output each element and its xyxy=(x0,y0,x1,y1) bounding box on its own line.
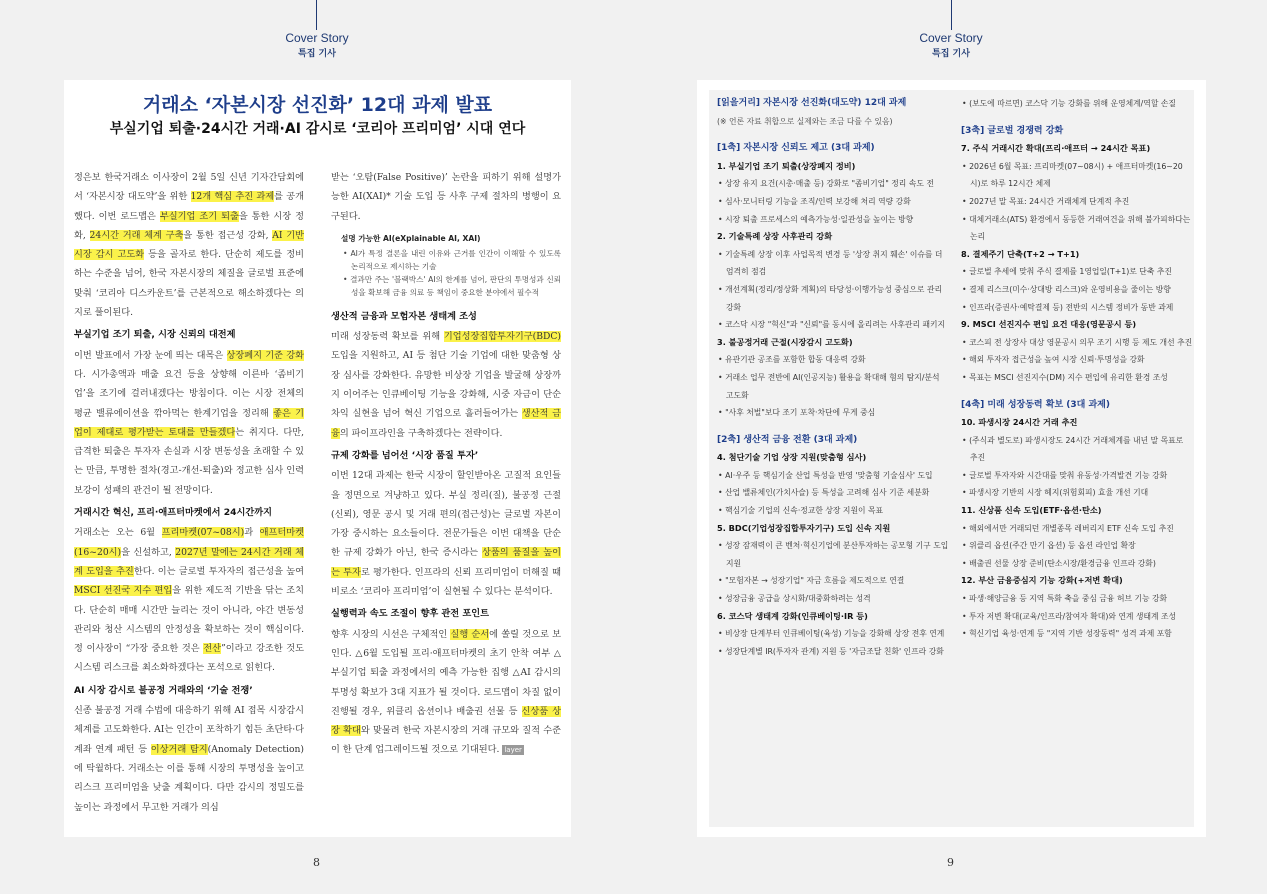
task-bullet: • (보도에 따르면) 코스닥 기능 강화를 위해 운영체계/역할 손질 xyxy=(962,99,1176,108)
task-bullet: • "모험자본 → 성장기업" 자금 흐름을 제도적으로 연결 xyxy=(718,576,905,586)
section-title: [4축] 미래 성장동력 확보 (3대 과제) xyxy=(961,399,1110,410)
section-block-1 xyxy=(717,140,949,422)
header-en-left: Cover Story xyxy=(285,31,349,45)
sidebar-note: (※ 언론 자료 취합으로 실제와는 조금 다를 수 있음) xyxy=(717,116,893,126)
task-bullet: • 배출권 선물 상장 준비(탄소시장/환경금융 인프라 강화) xyxy=(962,558,1156,568)
task-bullet: • 성장단계별 IR(투자자 관계) 지원 등 '자금조달 친화' 인프라 강화 xyxy=(718,646,944,656)
task-bullet: • 코스닥 시장 "혁신"과 "신뢰"를 동시에 올리려는 사후관리 패키지 xyxy=(718,320,946,330)
task-bullet: • 성장금융 공급을 상시화/대중화하려는 성격 xyxy=(718,594,871,604)
task-title: 11. 신상품 신속 도입(ETF·옵션·탄소) xyxy=(961,505,1102,516)
task-bullet: • "사후 처벌"보다 조기 포착·차단에 무게 중심 xyxy=(718,408,876,418)
task-bullet: • 글로벌 추세에 맞춰 주식 결제를 1영업일(T+1)로 단축 추진 xyxy=(962,267,1172,277)
article-title: 거래소 ‘자본시장 선진화’ 12대 과제 발표 xyxy=(142,94,493,116)
article-column-2 xyxy=(331,168,561,760)
task-bullet: • 핵심기술 기업의 신속·정교한 상장 지원이 목표 xyxy=(718,506,884,516)
task-title: 7. 주식 거래시간 확대(프리·애프터 → 24시간 목표) xyxy=(961,143,1151,154)
paragraph: 거래소는 오는 6월 프리마켓(07~08시)과 애프터마켓(16~20시)을 신설하고, 2027년 말에는 24시간 거래 체계 도입을 추진한다. 이는 글로벌 투자자의 접근성을 높여 MSCI 선진국 지수 편입을 위한 제도적 기반을 닦는 조치다. 단순히 매매 시간만 늘리는 것이 아니라, 야간 변동성 관리와 청산 시스템의 안정성을 확보하는 것이 핵심이다. 정 이사장이 “가장 중요한 것은 전산”이라고 강조한 것도 시스템 리스크를 최소화하겠다는 포석으로 읽힌다. xyxy=(74,527,305,674)
footnote-box xyxy=(341,232,561,299)
task-bullet: • 비상장 단계부터 인큐베이팅(육성) 기능을 강화해 상장 전후 연계 xyxy=(718,629,945,639)
task-bullet: • 혁신기업 육성·연계 등 "지역 기반 성장동력" 성격 과제 포함 xyxy=(962,629,1172,639)
task-title: 5. BDC(기업성장집합투자기구) 도입 신속 지원 xyxy=(717,522,891,533)
section-block-3 xyxy=(961,123,1193,387)
footnote-item: • 결과만 주는 '블랙박스' AI의 한계를 넘어, 판단의 투명성과 신뢰성을 확보해 금융 의료 등 책임이 중요한 분야에서 필수적 xyxy=(343,274,561,297)
section-block-2 xyxy=(717,432,949,661)
paragraph: 이번 12대 과제는 한국 시장이 할인받아온 고질적 요인들을 정면으로 겨냥하고 있다. 부실 정리(질), 불공정 근절(신뢰), 영문 공시 및 거래 편의(접근성)는 글로벌 자본이 가장 중시하는 요소들이다. 전문가들은 이번 대책을 단순한 규제 강화가 아닌, 한국 증시라는 상품의 품질을 높이는 투자로 평가한다. 인프라의 신뢰 프리미엄이 더해질 때 비로소 ‘코리아 프리미엄’이 실현될 수 있다는 분석이다. xyxy=(331,470,562,598)
task-bullet: • 2026년 6월 목표: 프리마켓(07~08시) + 애프터마켓(16~20시)로 하루 12시간 체제 xyxy=(962,161,1183,189)
task-title: 2. 기술특례 상장 사후관리 강화 xyxy=(717,231,833,242)
task-bullet: • 산업 밸류체인(가치사슬) 등 특성을 고려해 심사 기준 세분화 xyxy=(718,488,930,498)
task-bullet: • 해외에서만 거래되던 개별종목 레버리지 ETF 신속 도입 추진 xyxy=(962,523,1174,533)
sidebar-column-1 xyxy=(717,95,949,660)
section-heading: AI 시장 감시로 불공정 거래와의 ‘기술 전쟁’ xyxy=(74,684,253,696)
paragraph: 향후 시장의 시선은 구체적인 실행 순서에 쏠릴 것으로 보인다. △6월 도입될 프리·애프터마켓의 초기 안착 여부 △부실기업 퇴출 과정에서의 예측 가능한 집행 △AI 감시의 투명성 확보가 3대 지표가 될 것이다. 로드맵이 차질 없이 진행될 경우, 위클리 옵션이나 배출권 선물 등 신상품 상장 확대와 맞물려 한국 자본시장의 거래 규모와 질적 수준이 한 단계 업그레이드될 것으로 기대된다. layer xyxy=(331,628,561,756)
task-bullet: • 대체거래소(ATS) 환경에서 동등한 거래여건을 위해 불가피하다는 논리 xyxy=(962,214,1191,242)
footnote-item: • AI가 특정 결론을 내린 이유와 근거를 인간이 이해할 수 있도록 논리적으로 제시하는 기술 xyxy=(343,248,561,271)
task-title: 1. 부실기업 조기 퇴출(상장폐지 정비) xyxy=(717,160,856,171)
task-bullet: • 시장 퇴출 프로세스의 예측가능성·일관성을 높이는 방향 xyxy=(718,214,914,224)
article-column-1 xyxy=(74,168,304,817)
sidebar-column-2 xyxy=(961,95,1193,643)
header-rule-right xyxy=(951,0,952,30)
paragraph: 받는 ‘오탐(False Positive)’ 논란을 피하기 위해 설명가능한 AI(XAI)* 기술 도입 등 사후 구제 절차의 병행이 요구된다. xyxy=(331,172,561,222)
task-title: 3. 불공정거래 근절(시장감시 고도화) xyxy=(717,336,853,347)
page-number-right: 9 xyxy=(947,856,954,869)
header-ko-left: 특집 기사 xyxy=(298,49,336,59)
paragraph: 정은보 한국거래소 이사장이 2월 5일 신년 기자간담회에서 ‘자본시장 대도약’을 위한 12개 핵심 추진 과제를 공개했다. 이번 로드맵은 부실기업 조기 퇴출을 통한 시장 정화, 24시간 거래 체계 구축을 통한 접근성 강화, AI 기반 시장 감시 고도화 등을 골자로 한다. 단순히 제도를 정비하는 수준을 넘어, 한국 자본시장의 체질을 글로벌 표준에 맞춰 ‘코리아 디스카운트’를 근본적으로 해소하겠다는 의지로 풀이된다. xyxy=(74,172,305,319)
footnote-title: 설명 가능한 AI(eXplainable AI, XAI) xyxy=(341,233,481,243)
header-ko-right: 특집 기사 xyxy=(932,49,970,59)
task-bullet: • 2027년 말 목표: 24시간 거래체계 단계적 추진 xyxy=(962,196,1130,206)
header-en-right: Cover Story xyxy=(919,31,983,45)
task-bullet: • 코스피 전 상장사 대상 영문공시 의무 조기 시행 등 제도 개선 추진 xyxy=(962,337,1193,347)
task-title: 9. MSCI 선진지수 편입 요건 대응(영문공시 등) xyxy=(961,319,1137,330)
right-page xyxy=(697,80,1206,837)
section-block-4 xyxy=(961,397,1193,643)
task-bullet: • 위클리 옵션(주간 만기 옵션) 등 옵션 라인업 확장 xyxy=(962,541,1136,551)
section-title: [3축] 글로벌 경쟁력 강화 xyxy=(961,125,1064,136)
header-rule-left xyxy=(316,0,317,30)
task-bullet: • 기술특례 상장 이후 사업목적 변경 등 '상장 취지 훼손' 이슈를 더 엄격히 점검 xyxy=(718,249,943,277)
end-tag: layer xyxy=(504,745,522,754)
task-bullet: • 유관기관 공조를 포함한 합동 대응력 강화 xyxy=(718,355,866,365)
task-bullet: • 글로벌 투자자와 시간대를 맞춰 유동성·가격발견 기능 강화 xyxy=(962,470,1168,480)
section-heading: 생산적 금융과 모험자본 생태계 조성 xyxy=(331,310,477,322)
section-heading: 실행력과 속도 조절이 향후 관전 포인트 xyxy=(331,608,489,620)
task-bullet: • 결제 리스크(미수·상대방 리스크)와 운영비용을 줄이는 방향 xyxy=(962,284,1171,294)
task-bullet: • 성장 잠재력이 큰 벤처·혁신기업에 분산투자하는 공모형 기구 도입 지원 xyxy=(718,541,949,568)
task-bullet: • 거래소 업무 전반에 AI(인공지능) 활용을 확대해 혐의 탐지/분석 고도화 xyxy=(718,372,940,400)
header-left xyxy=(247,31,387,59)
task-bullet: • 파생·해양금융 등 지역 특화 축을 중심 금융 허브 기능 강화 xyxy=(962,594,1168,604)
task-bullet: • 인프라(증권사·예탁결제 등) 전반의 시스템 정비가 동반 과제 xyxy=(962,302,1174,312)
task-bullet: • 목표는 MSCI 선진지수(DM) 지수 편입에 유리한 환경 조성 xyxy=(962,372,1168,382)
task-bullet: • 해외 투자자 접근성을 높여 시장 신뢰·투명성을 강화 xyxy=(962,355,1145,365)
left-page xyxy=(64,80,571,837)
header-right xyxy=(881,31,1021,59)
section-heading: 거래시간 혁신, 프리·애프터마켓에서 24시간까지 xyxy=(74,507,272,519)
task-title: 6. 코스닥 생태계 강화(인큐베이팅·IR 등) xyxy=(717,610,868,621)
task-bullet: • AI·우주 등 핵심기술 산업 특성을 반영 '맞춤형 기술심사' 도입 xyxy=(718,470,933,480)
task-title: 12. 부산 금융중심지 기능 강화(+저변 확대) xyxy=(961,575,1123,586)
task-bullet: • (주식과 별도로) 파생시장도 24시간 거래체계를 내년 말 목표로 추진 xyxy=(962,435,1184,463)
section-title: [2축] 생산적 금융 전환 (3대 과제) xyxy=(717,434,858,445)
task-bullet: • 심사·모니터링 기능을 조직/인력 보강해 처리 역량 강화 xyxy=(718,196,911,206)
task-bullet: • 개선계획(정리/정상화 계획)의 타당성·이행가능성 중심으로 관리 강화 xyxy=(718,284,943,312)
paragraph: 미래 성장동력 확보를 위해 기업성장집합투자기구(BDC) 도입을 지원하고, AI 등 첨단 기술 기업에 대한 맞춤형 상장 심사를 강화한다. 유망한 비상장 기업을 발굴해 상장까지 이어주는 인큐베이팅 기능을 강화해, 시중 자금이 단순 차익 실현을 넘어 혁신 기업으로 흘러들어가는 생산적 금융의 파이프라인을 구축하겠다는 전략이다. xyxy=(331,331,561,439)
task-bullet: • 파생시장 기반의 시장 헤지(위험회피) 효율 개선 기대 xyxy=(962,488,1149,498)
task-bullet: • 투자 저변 확대(교육/인프라/참여자 확대)와 연계 생태계 조성 xyxy=(962,611,1177,621)
task-bullet: • 상장 유지 요건(시총·매출 등) 강화로 "좀비기업" 정리 속도 전 xyxy=(718,179,934,189)
paragraph: 신종 불공정 거래 수법에 대응하기 위해 AI 접목 시장감시 체계를 고도화한다. AI는 인간이 포착하기 힘든 초단타·다계좌 연계 패턴 등 이상거래 탐지(Anomaly Detection)에 탁월하다. 거래소는 이를 통해 시장의 투명성을 높이고 리스크 프리미엄을 낮출 계획이다. 다만 감시의 정밀도를 높이는 과정에서 무고한 거래가 의심 xyxy=(74,705,304,813)
task-title: 4. 첨단기술 기업 상장 지원(맞춤형 심사) xyxy=(717,452,867,463)
task-title: 8. 결제주기 단축(T+2 → T+1) xyxy=(961,248,1080,259)
paragraph: 이번 발표에서 가장 눈에 띄는 대목은 상장폐지 기준 강화다. 시가총액과 매출 요건 등을 상향해 이른바 ‘좀비기업’을 조기에 걸러내겠다는 방침이다. 이는 시장 전체의 평균 밸류에이션을 깎아먹는 한계기업을 정리해 좋은 기업이 제대로 평가받는 토대를 만들겠다는 취지다. 다만, 급격한 퇴출은 투자자 손실과 시장 변동성을 초래할 수 있는 만큼, 투명한 절차(경고-개선-퇴출)와 정교한 심사 인력 보강이 성패의 관건이 될 전망이다. xyxy=(74,349,305,496)
section-heading: 부실기업 조기 퇴출, 시장 신뢰의 대전제 xyxy=(74,329,236,341)
article-subtitle: 부실기업 퇴출·24시간 거래·AI 감시로 ‘코리아 프리미엄’ 시대 연다 xyxy=(109,121,526,137)
section-heading: 규제 강화를 넘어선 ‘시장 품질 투자’ xyxy=(331,449,479,461)
task-title: 10. 파생시장 24시간 거래 추진 xyxy=(961,417,1078,428)
page-number-left: 8 xyxy=(313,856,320,869)
sidebar-panel xyxy=(709,90,1194,827)
section-title: [1축] 자본시장 신뢰도 제고 (3대 과제) xyxy=(717,143,875,154)
sidebar-title: [읽을거리] 자본시장 선진화(대도약) 12대 과제 xyxy=(717,98,907,108)
